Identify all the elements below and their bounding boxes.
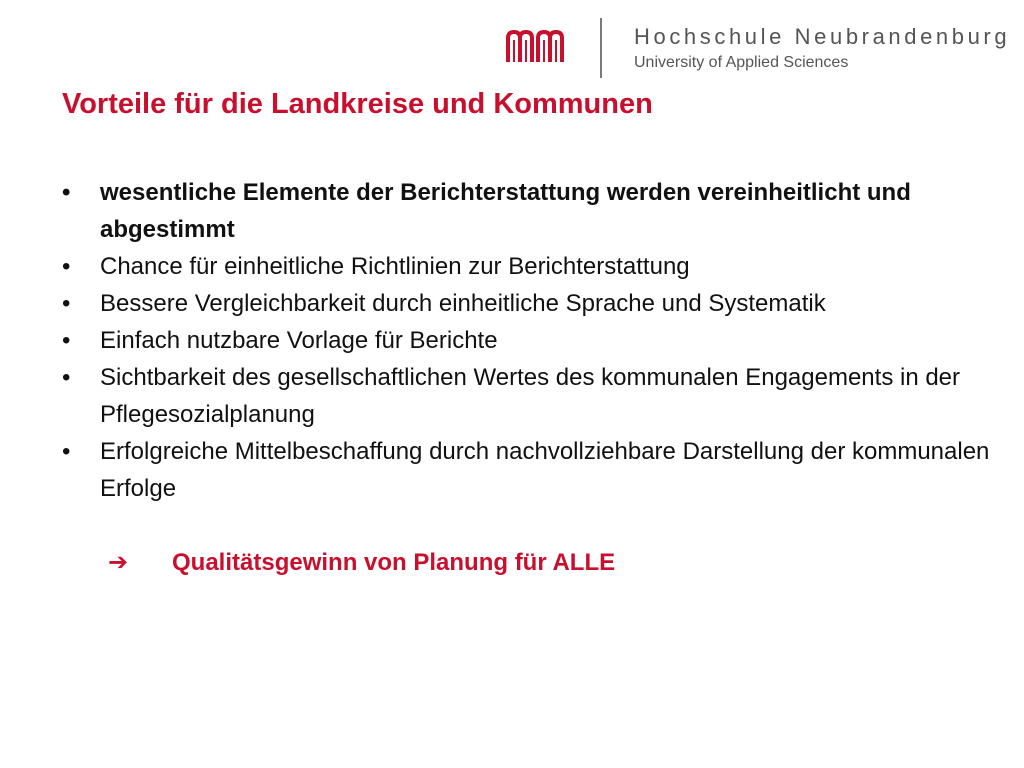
arrow-right-icon: ➔ <box>108 548 129 576</box>
institution-name: Hochschule Neubrandenburg <box>634 24 1011 49</box>
bullet-dot-icon: • <box>62 290 71 317</box>
bullet-text: wesentliche Elemente der Berichterstattung werden vereinheitlicht und abgestimmt <box>100 179 911 243</box>
bullet-dot-icon: • <box>62 253 71 280</box>
bullet-dot-icon: • <box>62 327 71 354</box>
bullet-text: Sichtbarkeit des gesellschaftlichen Wertes des kommunalen Engagements in der Pflegesozialplanung <box>100 364 961 428</box>
bullet-item <box>62 285 992 322</box>
bullet-dot-icon: • <box>62 438 71 465</box>
bullet-text: Chance für einheitliche Richtlinien zur Berichterstattung <box>100 253 690 280</box>
slide-title: Vorteile für die Landkreise und Kommunen <box>62 88 653 120</box>
conclusion-text: Qualitätsgewinn von Planung für ALLE <box>172 549 616 576</box>
bullet-text: Bessere Vergleichbarkeit durch einheitliche Sprache und Systematik <box>100 290 826 317</box>
institution-subtitle: University of Applied Sciences <box>634 54 849 71</box>
conclusion-line <box>108 544 615 581</box>
bullet-item <box>62 322 992 359</box>
bullet-item <box>62 248 992 285</box>
bullet-text: Einfach nutzbare Vorlage für Berichte <box>100 327 498 354</box>
university-logo-icon <box>504 28 568 64</box>
bullet-item <box>62 359 992 433</box>
bullet-dot-icon: • <box>62 364 71 391</box>
bullet-text: Erfolgreiche Mittelbeschaffung durch nachvollziehbare Darstellung der kommunalen Erfolge <box>100 438 990 502</box>
bullet-item <box>62 433 992 507</box>
bullet-item <box>62 174 992 248</box>
bullet-dot-icon: • <box>62 179 71 206</box>
university-logo <box>500 18 1010 80</box>
bullet-list <box>62 174 992 507</box>
logo-divider <box>600 18 602 78</box>
